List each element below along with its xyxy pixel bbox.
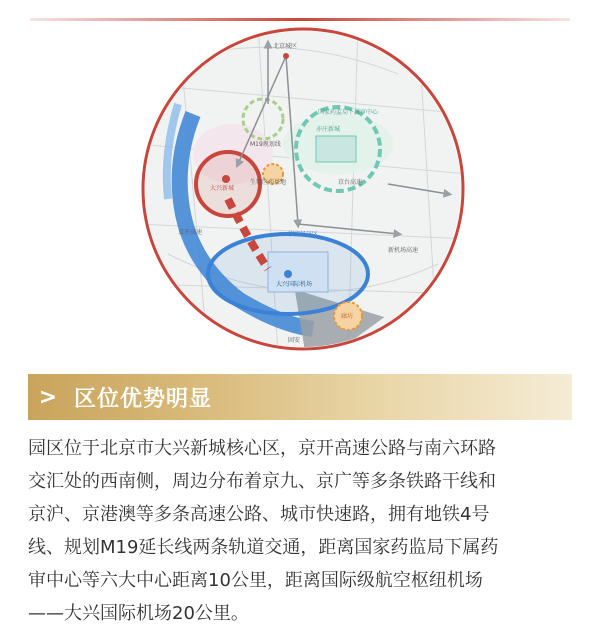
label-district-a: 大兴新城 [210,185,235,192]
location-map [138,24,468,354]
paragraph-line: ——大兴国际机场20公里。 [28,603,249,624]
section-title: 区位优势明显 [74,386,213,412]
paragraph-line: 京沪、京港澳等多条高速公路、城市快速路，拥有地铁4号 [28,504,490,525]
label-airport-zone: 临空经济区 [288,231,319,238]
description-paragraph [28,432,574,630]
map-svg [138,24,468,354]
label-gu-an: 固安 [288,337,301,344]
chevron-right-icon: > [38,384,58,410]
label-sub-center: 亦庄新城 [316,126,341,133]
label-langfang: 廊坊 [341,313,354,320]
label-district-b: 生物医药基地 [250,179,287,186]
paragraph-line: 审中心等六大中心距离10公里，距离国际级航空枢纽机场 [28,570,483,591]
paragraph-line: 线、规划M19延长线两条轨道交通，距离国家药监局下属药 [28,537,499,558]
label-top-town: 北京城区 [273,43,298,50]
paragraph-line: 交汇处的西南侧，周边分布着京九、京广等多条铁路干线和 [28,471,496,492]
label-biotech-park: 国家药监局下属审中心 [318,109,379,116]
section-header [28,374,572,420]
paragraph-line: 园区位于北京市大兴新城核心区，京开高速公路与南六环路 [28,438,496,459]
label-m19: M19规划线 [250,141,281,148]
label-road-a: 京开高速 [178,229,203,236]
label-road-c: 新机场高速 [388,247,419,254]
label-road-b: 京台高速 [338,179,363,186]
top-divider [30,18,570,21]
label-airport: 大兴国际机场 [276,281,313,288]
